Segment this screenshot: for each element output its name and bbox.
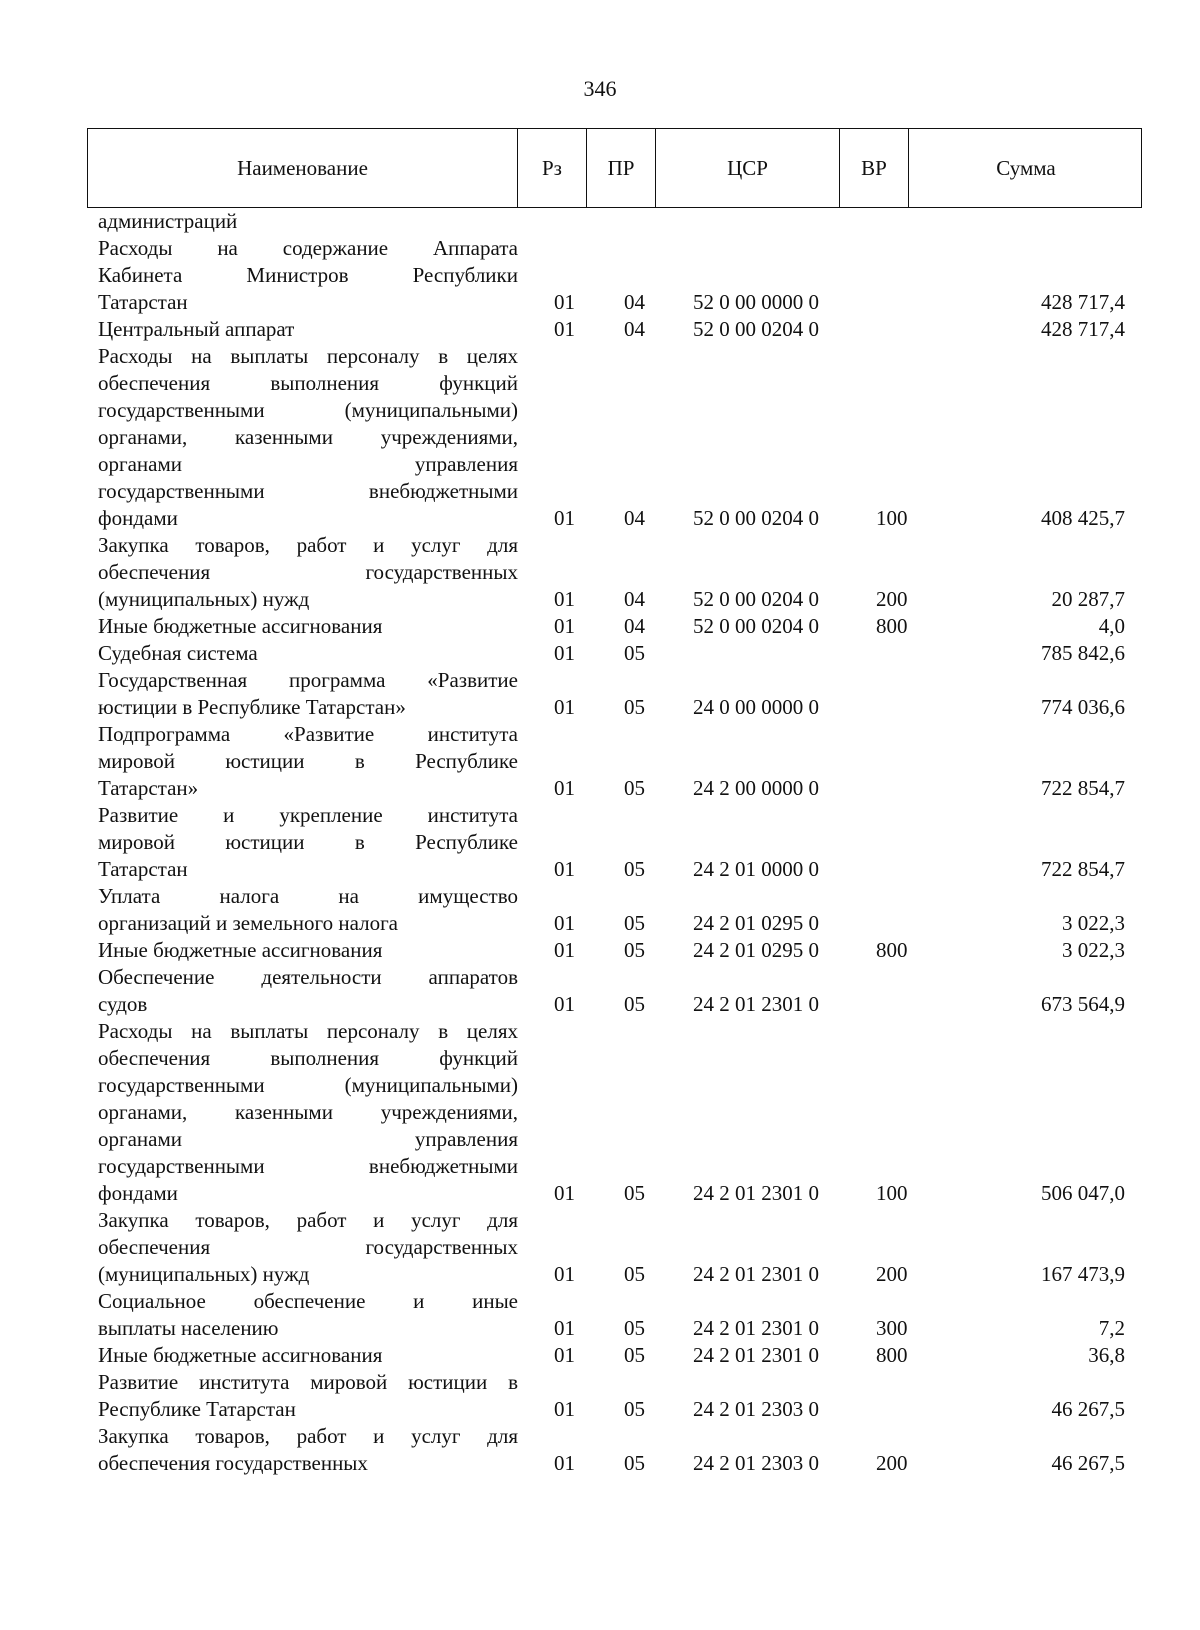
table-row	[0, 1288, 1200, 1342]
table-row	[0, 343, 1200, 532]
table-header	[87, 128, 1142, 208]
row-name-line: Развитие института мировой юстиции в	[98, 1370, 518, 1394]
cell-csr: 24 2 01 2303 0	[693, 1397, 819, 1421]
cell-sum: 722 854,7	[1041, 857, 1125, 881]
cell-vr: 800	[876, 938, 908, 962]
cell-csr: 24 2 01 0295 0	[693, 911, 819, 935]
row-name-line: Подпрограмма «Развитие института	[98, 722, 518, 746]
row-name-line: Развитие и укрепление института	[98, 803, 518, 827]
cell-sum: 7,2	[1098, 1316, 1125, 1340]
row-name-line: государственными (муниципальными)	[98, 1073, 518, 1097]
cell-vr: 300	[876, 1316, 908, 1340]
cell-sum: 167 473,9	[1041, 1262, 1125, 1286]
cell-pr: 04	[624, 290, 645, 314]
row-name	[98, 937, 518, 964]
cell-csr: 24 2 01 2301 0	[693, 1316, 819, 1340]
column-header-name: Наименование	[88, 129, 518, 207]
cell-rz: 01	[554, 614, 575, 638]
row-name-line: обеспечения государственных	[98, 560, 518, 584]
cell-pr: 05	[624, 1181, 645, 1205]
row-name-line: Расходы на содержание Аппарата	[98, 236, 518, 260]
table-row	[0, 1369, 1200, 1423]
row-name-line: мировой юстиции в Республике	[98, 830, 518, 854]
row-name-line: Татарстан»	[98, 776, 199, 800]
column-header-pr: ПР	[587, 129, 656, 207]
row-name-line: государственными (муниципальными)	[98, 398, 518, 422]
cell-csr: 52 0 00 0204 0	[693, 317, 819, 341]
column-header-vr: ВР	[840, 129, 909, 207]
row-name	[98, 802, 518, 883]
cell-pr: 04	[624, 614, 645, 638]
cell-sum: 46 267,5	[1051, 1451, 1125, 1475]
table-body	[0, 208, 1200, 1477]
row-name	[98, 316, 518, 343]
cell-csr: 24 2 00 0000 0	[693, 776, 819, 800]
row-name-line: организаций и земельного налога	[98, 911, 398, 935]
row-name-line: Судебная система	[98, 641, 258, 665]
row-name	[98, 208, 518, 235]
row-name-line: обеспечения государственных	[98, 1235, 518, 1259]
row-name-line: Уплата налога на имущество	[98, 884, 518, 908]
page-number: 346	[583, 76, 617, 101]
row-name-line: фондами	[98, 1181, 178, 1205]
cell-rz: 01	[554, 1343, 575, 1367]
cell-rz: 01	[554, 1262, 575, 1286]
row-name-line: Социальное обеспечение и иные	[98, 1289, 518, 1313]
cell-pr: 05	[624, 776, 645, 800]
row-name-line: (муниципальных) нужд	[98, 587, 310, 611]
row-name-line: обеспечения выполнения функций	[98, 1046, 518, 1070]
cell-pr: 05	[624, 1262, 645, 1286]
row-name	[98, 343, 518, 532]
cell-csr: 24 0 00 0000 0	[693, 695, 819, 719]
row-name-line: Закупка товаров, работ и услуг для	[98, 1424, 518, 1448]
cell-sum: 20 287,7	[1051, 587, 1125, 611]
row-name	[98, 613, 518, 640]
cell-pr: 05	[624, 857, 645, 881]
cell-pr: 05	[624, 992, 645, 1016]
row-name	[98, 1207, 518, 1288]
cell-rz: 01	[554, 506, 575, 530]
row-name-line: выплаты населению	[98, 1316, 279, 1340]
cell-csr: 52 0 00 0204 0	[693, 506, 819, 530]
cell-rz: 01	[554, 1181, 575, 1205]
table-row	[0, 802, 1200, 883]
cell-pr: 04	[624, 587, 645, 611]
cell-sum: 4,0	[1098, 614, 1125, 638]
cell-pr: 05	[624, 1316, 645, 1340]
row-name	[98, 721, 518, 802]
table-row	[0, 1207, 1200, 1288]
cell-sum: 36,8	[1088, 1343, 1125, 1367]
cell-vr: 200	[876, 1451, 908, 1475]
column-header-csr: ЦСР	[656, 129, 840, 207]
row-name-line: Расходы на выплаты персоналу в целях	[98, 344, 518, 368]
table-row	[0, 937, 1200, 964]
cell-rz: 01	[554, 857, 575, 881]
cell-rz: 01	[554, 290, 575, 314]
cell-rz: 01	[554, 695, 575, 719]
row-name-line: Татарстан	[98, 857, 188, 881]
row-name-line: юстиции в Республике Татарстан»	[98, 695, 406, 719]
row-name	[98, 1018, 518, 1207]
cell-sum: 774 036,6	[1041, 695, 1125, 719]
row-name-line: администраций	[98, 209, 238, 233]
cell-pr: 05	[624, 1451, 645, 1475]
cell-rz: 01	[554, 641, 575, 665]
cell-csr: 24 2 01 2301 0	[693, 1262, 819, 1286]
row-name	[98, 883, 518, 937]
row-name-line: Иные бюджетные ассигнования	[98, 938, 383, 962]
cell-pr: 04	[624, 317, 645, 341]
cell-csr: 24 2 01 0295 0	[693, 938, 819, 962]
row-name-line: обеспечения выполнения функций	[98, 371, 518, 395]
row-name-line: Иные бюджетные ассигнования	[98, 1343, 383, 1367]
table-row	[0, 964, 1200, 1018]
row-name-line: Закупка товаров, работ и услуг для	[98, 533, 518, 557]
cell-sum: 673 564,9	[1041, 992, 1125, 1016]
cell-rz: 01	[554, 938, 575, 962]
row-name	[98, 1423, 518, 1477]
row-name	[98, 532, 518, 613]
table-row	[0, 208, 1200, 235]
row-name-line: Закупка товаров, работ и услуг для	[98, 1208, 518, 1232]
row-name-line: Кабинета Министров Республики	[98, 263, 518, 287]
row-name-line: органами, казенными учреждениями,	[98, 425, 518, 449]
row-name-line: органами управления	[98, 452, 518, 476]
cell-csr: 52 0 00 0000 0	[693, 290, 819, 314]
row-name-line: мировой юстиции в Республике	[98, 749, 518, 773]
row-name-line: Центральный аппарат	[98, 317, 295, 341]
row-name	[98, 1342, 518, 1369]
table-row	[0, 640, 1200, 667]
table-row	[0, 883, 1200, 937]
cell-rz: 01	[554, 911, 575, 935]
table-row	[0, 1423, 1200, 1477]
table-row	[0, 316, 1200, 343]
row-name-line: Иные бюджетные ассигнования	[98, 614, 383, 638]
row-name-line: судов	[98, 992, 148, 1016]
cell-vr: 800	[876, 614, 908, 638]
cell-csr: 52 0 00 0204 0	[693, 587, 819, 611]
table-row	[0, 667, 1200, 721]
cell-sum: 3 022,3	[1062, 911, 1125, 935]
cell-sum: 46 267,5	[1051, 1397, 1125, 1421]
cell-csr: 24 2 01 2301 0	[693, 1343, 819, 1367]
cell-pr: 05	[624, 1343, 645, 1367]
table-row	[0, 721, 1200, 802]
cell-sum: 785 842,6	[1041, 641, 1125, 665]
cell-csr: 24 2 01 0000 0	[693, 857, 819, 881]
cell-sum: 408 425,7	[1041, 506, 1125, 530]
cell-rz: 01	[554, 776, 575, 800]
column-header-rz: Рз	[518, 129, 587, 207]
cell-rz: 01	[554, 1316, 575, 1340]
row-name-line: Обеспечение деятельности аппаратов	[98, 965, 518, 989]
cell-csr: 52 0 00 0204 0	[693, 614, 819, 638]
cell-sum: 428 717,4	[1041, 317, 1125, 341]
cell-vr: 100	[876, 506, 908, 530]
cell-rz: 01	[554, 1451, 575, 1475]
row-name-line: Республике Татарстан	[98, 1397, 296, 1421]
cell-pr: 05	[624, 938, 645, 962]
row-name-line: Татарстан	[98, 290, 188, 314]
cell-sum: 722 854,7	[1041, 776, 1125, 800]
cell-vr: 200	[876, 587, 908, 611]
cell-vr: 200	[876, 1262, 908, 1286]
row-name	[98, 640, 518, 667]
table-row	[0, 532, 1200, 613]
row-name-line: фондами	[98, 506, 178, 530]
cell-rz: 01	[554, 1397, 575, 1421]
cell-rz: 01	[554, 317, 575, 341]
cell-sum: 506 047,0	[1041, 1181, 1125, 1205]
row-name-line: органами, казенными учреждениями,	[98, 1100, 518, 1124]
cell-pr: 04	[624, 506, 645, 530]
cell-vr: 100	[876, 1181, 908, 1205]
cell-csr: 24 2 01 2301 0	[693, 992, 819, 1016]
cell-sum: 3 022,3	[1062, 938, 1125, 962]
cell-pr: 05	[624, 1397, 645, 1421]
row-name-line: органами управления	[98, 1127, 518, 1151]
row-name	[98, 235, 518, 316]
row-name-line: государственными внебюджетными	[98, 479, 518, 503]
cell-pr: 05	[624, 911, 645, 935]
row-name-line: Государственная программа «Развитие	[98, 668, 518, 692]
cell-rz: 01	[554, 587, 575, 611]
row-name	[98, 1288, 518, 1342]
column-header-sum: Сумма	[996, 155, 1056, 180]
table-row	[0, 235, 1200, 316]
cell-rz: 01	[554, 992, 575, 1016]
table-row	[0, 1342, 1200, 1369]
cell-csr: 24 2 01 2303 0	[693, 1451, 819, 1475]
row-name	[98, 667, 518, 721]
table-row	[0, 613, 1200, 640]
cell-pr: 05	[624, 695, 645, 719]
row-name-line: Расходы на выплаты персоналу в целях	[98, 1019, 518, 1043]
cell-vr: 800	[876, 1343, 908, 1367]
row-name-line: государственными внебюджетными	[98, 1154, 518, 1178]
cell-sum: 428 717,4	[1041, 290, 1125, 314]
row-name	[98, 1369, 518, 1423]
row-name	[98, 964, 518, 1018]
cell-csr: 24 2 01 2301 0	[693, 1181, 819, 1205]
table-row	[0, 1018, 1200, 1207]
row-name-line: (муниципальных) нужд	[98, 1262, 310, 1286]
row-name-line: обеспечения государственных	[98, 1451, 368, 1475]
cell-pr: 05	[624, 641, 645, 665]
